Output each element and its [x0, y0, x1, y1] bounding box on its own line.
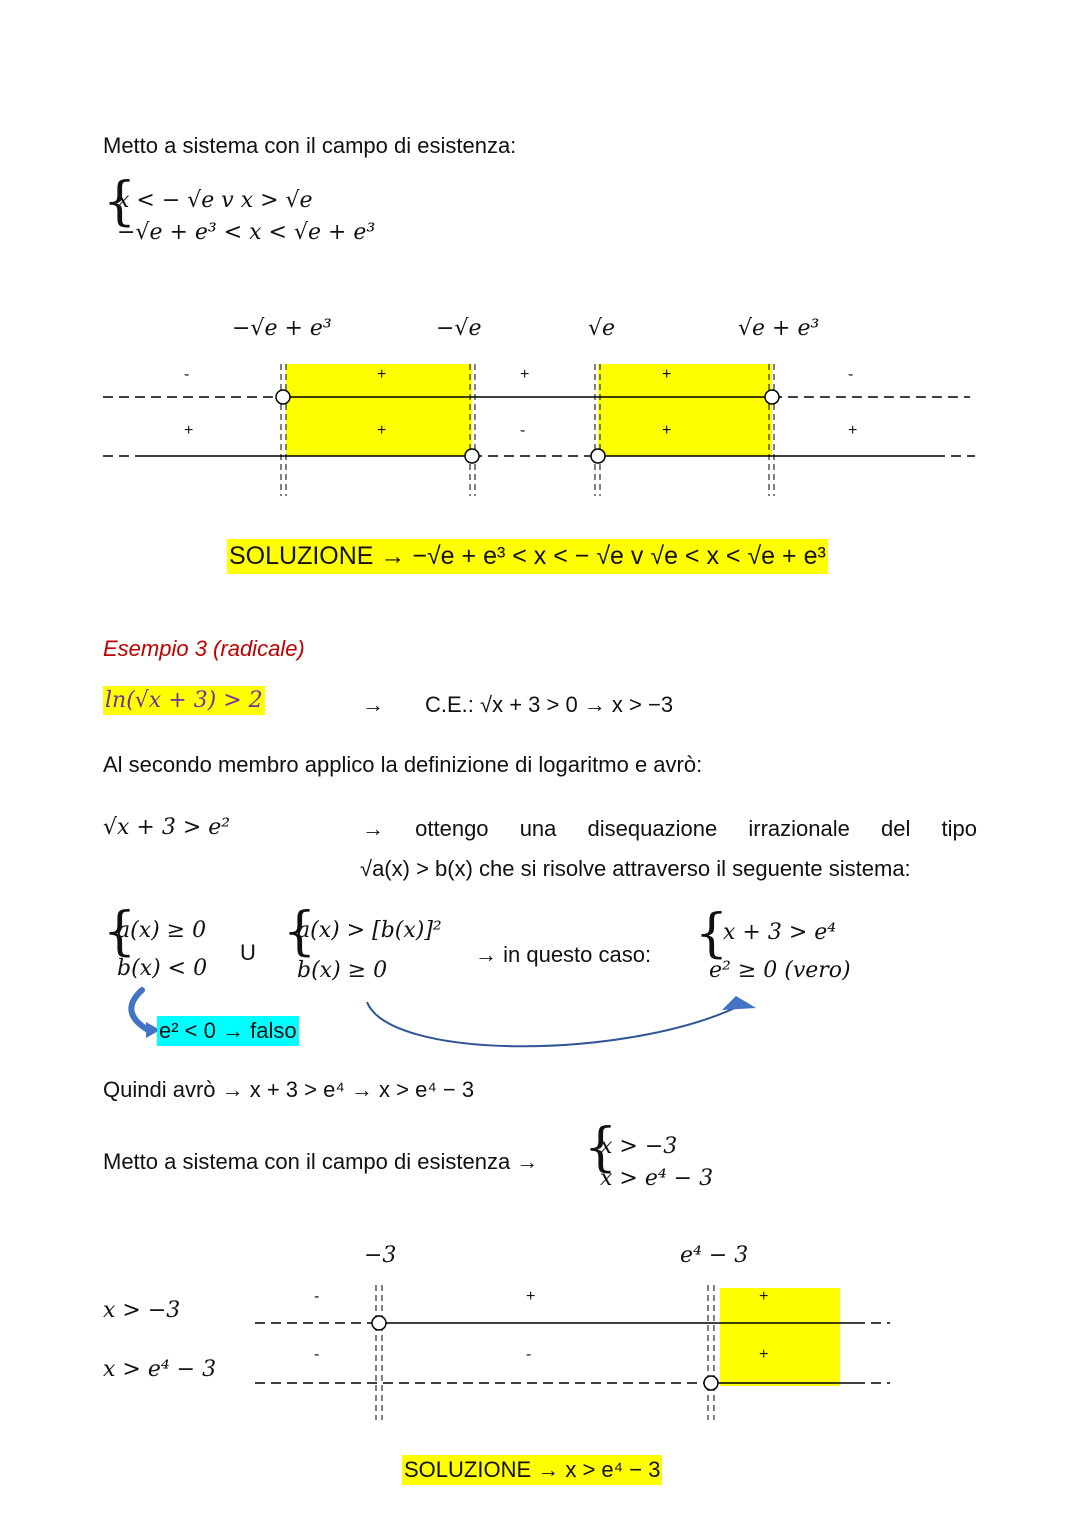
sign2-r2-2: - — [526, 1346, 532, 1363]
brace-icon: { — [695, 904, 729, 964]
intro-text: Metto a sistema con il campo di esistenza: — [103, 133, 517, 158]
system-c-line-2: e² ≥ 0 (vero) — [709, 958, 851, 983]
system-d-line-2: x > e⁴ − 3 — [600, 1166, 714, 1191]
solution-2: SOLUZIONE → x > e⁴ − 3 — [402, 1455, 662, 1485]
example-heading: Esempio 3 (radicale) — [103, 636, 305, 661]
sign2-r1-1: - — [314, 1288, 320, 1305]
row-label-1: x > −3 — [103, 1298, 181, 1323]
solution-1: SOLUZIONE → −√e + e³ < x < − √e v √e < x < √e + e³ — [227, 539, 828, 574]
sign-r2-3: - — [520, 422, 526, 439]
expl-word-6: del — [881, 816, 911, 841]
expl-word-4: disequazione — [587, 816, 718, 841]
system-b-line-1: a(x) > [b(x)]² — [297, 918, 442, 943]
system-b-line-2: b(x) ≥ 0 — [297, 958, 388, 983]
arrow-1: → — [362, 692, 384, 717]
point-label-3: √e — [588, 316, 616, 341]
expl-word-3: una — [519, 816, 557, 841]
point-label-minus3: −3 — [364, 1243, 397, 1268]
system-c-line-1: x + 3 > e⁴ — [723, 920, 837, 945]
system-1-line-2: −√e + e³ < x < √e + e³ — [117, 220, 376, 245]
expl-word-1: → — [362, 816, 384, 841]
sign-r1-3: + — [520, 366, 530, 383]
in-questo-caso: → in questo caso: — [475, 942, 652, 967]
sign-r1-4: + — [662, 366, 672, 383]
sign-r2-4: + — [662, 422, 672, 439]
sign-r2-2: + — [377, 422, 387, 439]
brace-icon: { — [283, 902, 317, 962]
point-label-4: √e + e³ — [738, 316, 820, 341]
row-label-2: x > e⁴ − 3 — [103, 1357, 217, 1382]
union-symbol: U — [240, 940, 256, 965]
point-label-1: −√e + e³ — [232, 316, 332, 341]
sign-r2-1: + — [184, 422, 194, 439]
sign-r1-2: + — [377, 366, 387, 383]
system-d-line-1: x > −3 — [600, 1134, 678, 1159]
sign2-r2-3: + — [759, 1346, 769, 1363]
sign-r1-5: - — [848, 366, 854, 383]
system-a-line-1: a(x) ≥ 0 — [117, 918, 207, 943]
quindi-text: Quindi avrò → x + 3 > e⁴ → x > e⁴ − 3 — [103, 1077, 475, 1102]
system-1-line-1: x < − √e v x > √e — [117, 188, 313, 213]
brace-icon: { — [584, 1118, 618, 1178]
log-inequality: ln(√x + 3) > 2 — [105, 688, 263, 713]
sign2-r1-2: + — [526, 1288, 536, 1305]
falso-note: e² < 0 → falso — [157, 1016, 299, 1046]
explanation-line-2: √a(x) > b(x) che si risolve attraverso il seguente sistema: — [360, 856, 911, 881]
sign-r1-1: - — [184, 366, 190, 383]
point-label-2: −√e — [436, 316, 482, 341]
definition-text: Al secondo membro applico la definizione di logaritmo e avrò: — [103, 752, 703, 777]
sqrt-inequality: √x + 3 > e² — [103, 815, 231, 840]
highlight-box-e4 — [720, 1288, 840, 1386]
brace-icon: { — [103, 172, 137, 232]
expl-word-7: tipo — [941, 816, 977, 841]
brace-icon: { — [103, 902, 137, 962]
point-label-e4: e⁴ − 3 — [680, 1243, 749, 1268]
sign-r2-5: + — [848, 422, 858, 439]
expl-word-5: irrazionale — [748, 816, 850, 841]
metto-text-2: Metto a sistema con il campo di esistenza → — [103, 1149, 539, 1174]
sign2-r2-1: - — [314, 1346, 320, 1363]
system-a-line-2: b(x) < 0 — [117, 956, 208, 981]
ce-condition: C.E.: √x + 3 > 0 → x > −3 — [425, 692, 674, 717]
expl-word-2: ottengo — [415, 816, 489, 841]
sign2-r1-3: + — [759, 1288, 769, 1305]
